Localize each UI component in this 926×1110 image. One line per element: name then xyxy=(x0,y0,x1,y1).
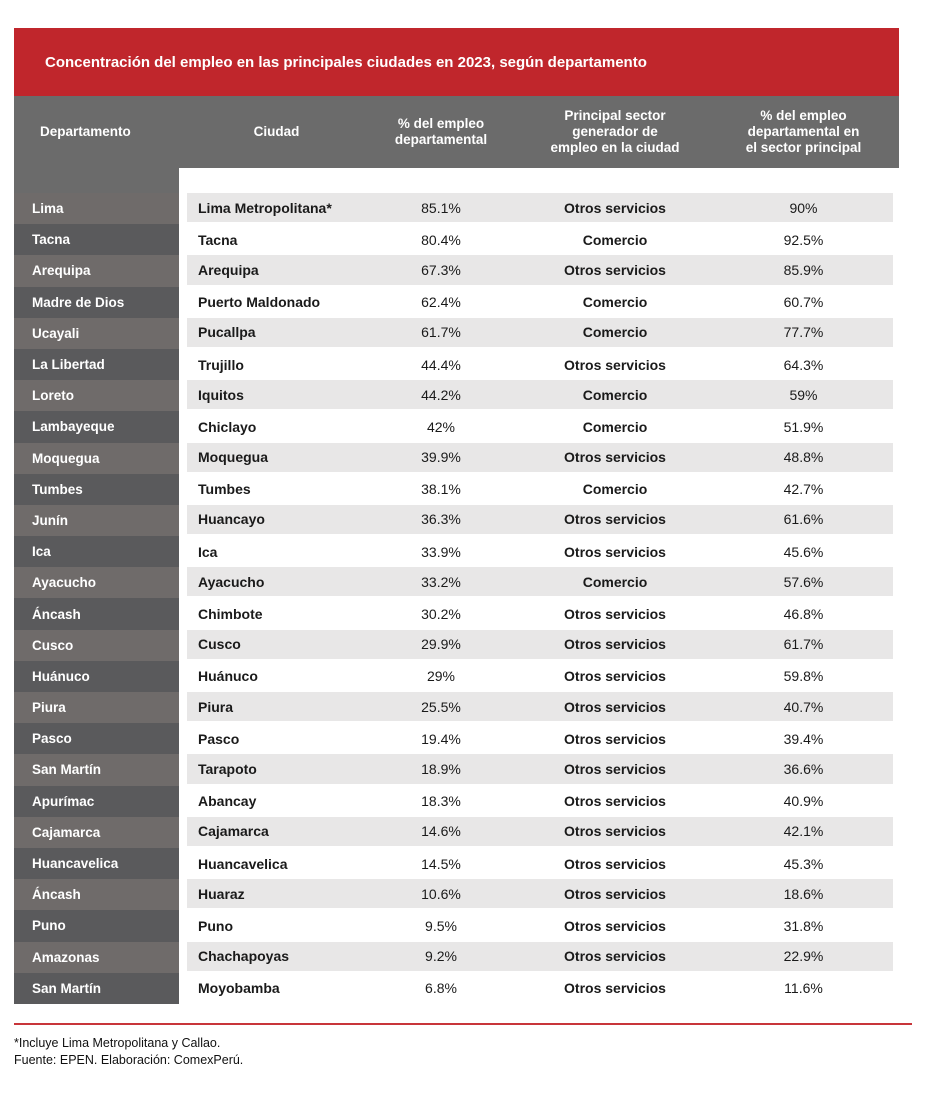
cell-sector: Otros servicios xyxy=(516,505,714,536)
row-edge xyxy=(893,910,899,941)
column-gap xyxy=(179,973,187,1004)
column-gap xyxy=(179,224,187,255)
cell-ciudad: Piura xyxy=(187,692,366,723)
cell-departamento: Huánuco xyxy=(14,661,179,692)
header-line: % del empleo xyxy=(760,108,847,123)
table-footer xyxy=(14,1023,899,1069)
cell-ciudad: Moyobamba xyxy=(198,980,280,997)
table-title-banner xyxy=(14,28,899,96)
table-rows xyxy=(14,193,899,1004)
cell-sector-pct: 45.3% xyxy=(783,855,824,872)
row-edge xyxy=(893,411,899,442)
row-edge xyxy=(893,942,899,973)
table-row xyxy=(14,910,899,941)
table-row xyxy=(14,474,899,505)
cell-sector-pct: 46.8% xyxy=(783,606,824,623)
cell-sector: Comercio xyxy=(582,231,648,248)
cell-sector: Comercio xyxy=(582,481,648,498)
cell-ciudad: Tarapoto xyxy=(187,754,366,785)
column-gap xyxy=(179,193,187,224)
table-row xyxy=(14,318,899,349)
cell-empleo-pct: 80.4% xyxy=(421,231,461,248)
table-row xyxy=(14,443,899,474)
cell-empleo-pct: 67.3% xyxy=(366,255,516,286)
row-edge xyxy=(893,474,899,505)
cell-sector-pct: 57.6% xyxy=(714,567,893,598)
row-edge xyxy=(893,536,899,567)
cell-sector-pct: 40.7% xyxy=(714,692,893,723)
table-row xyxy=(14,411,899,442)
cell-empleo-pct: 44.4% xyxy=(421,356,461,373)
table-row xyxy=(14,786,899,817)
column-gap xyxy=(179,380,187,411)
cell-empleo-pct: 18.9% xyxy=(366,754,516,785)
table-source: Fuente: EPEN. Elaboración: ComexPerú. xyxy=(14,1052,244,1067)
column-gap xyxy=(179,723,187,754)
cell-sector: Otros servicios xyxy=(564,543,666,560)
table-row xyxy=(14,567,899,598)
column-gap xyxy=(179,505,187,536)
cell-empleo-pct: 14.6% xyxy=(366,817,516,848)
table-row xyxy=(14,942,899,973)
column-gap xyxy=(179,287,187,318)
column-gap xyxy=(179,848,187,879)
cell-sector-pct: 22.9% xyxy=(714,942,893,973)
cell-ciudad: Tumbes xyxy=(198,481,251,498)
column-gap xyxy=(179,443,187,474)
cell-sector-pct: 45.6% xyxy=(783,543,824,560)
row-edge xyxy=(893,973,899,1004)
table-row xyxy=(14,349,899,380)
cell-empleo-pct: 33.9% xyxy=(421,543,461,560)
header-empleo-departamental xyxy=(366,96,516,168)
row-edge xyxy=(893,567,899,598)
cell-ciudad: Iquitos xyxy=(187,380,366,411)
departamento-header-extension xyxy=(14,168,179,193)
cell-empleo-pct: 25.5% xyxy=(366,692,516,723)
table-header-row xyxy=(14,96,899,168)
cell-empleo-pct: 6.8% xyxy=(425,980,457,997)
column-gap xyxy=(179,598,187,629)
row-edge xyxy=(893,692,899,723)
table-row xyxy=(14,723,899,754)
row-edge xyxy=(893,630,899,661)
header-line: generador de xyxy=(572,124,658,139)
cell-sector-pct: 11.6% xyxy=(784,980,823,997)
cell-sector: Otros servicios xyxy=(564,917,666,934)
cell-ciudad: Moquegua xyxy=(187,443,366,474)
cell-ciudad: Cusco xyxy=(187,630,366,661)
cell-empleo-pct: 38.1% xyxy=(421,481,461,498)
cell-empleo-pct: 62.4% xyxy=(421,294,461,311)
table-row xyxy=(14,255,899,286)
cell-departamento: Apurímac xyxy=(14,786,179,817)
cell-departamento: Ayacucho xyxy=(14,567,179,598)
cell-ciudad: Chimbote xyxy=(198,606,263,623)
employment-concentration-table xyxy=(14,28,899,1004)
cell-empleo-pct: 9.5% xyxy=(425,917,457,934)
table-row xyxy=(14,879,899,910)
column-gap xyxy=(179,318,187,349)
cell-departamento: Arequipa xyxy=(14,255,179,286)
cell-ciudad: Huánuco xyxy=(198,668,258,685)
cell-ciudad: Huancavelica xyxy=(198,855,288,872)
cell-departamento: San Martín xyxy=(14,973,179,1004)
cell-empleo-pct: 61.7% xyxy=(366,318,516,349)
cell-sector: Comercio xyxy=(582,418,648,435)
header-principal-sector xyxy=(516,96,714,168)
cell-sector-pct: 64.3% xyxy=(783,356,824,373)
cell-sector: Otros servicios xyxy=(564,668,666,685)
cell-sector: Otros servicios xyxy=(564,606,666,623)
table-row xyxy=(14,692,899,723)
cell-sector: Otros servicios xyxy=(516,692,714,723)
table-row xyxy=(14,661,899,692)
cell-empleo-pct: 39.9% xyxy=(366,443,516,474)
cell-sector-pct: 48.8% xyxy=(714,443,893,474)
cell-departamento: Áncash xyxy=(14,598,179,629)
cell-sector: Otros servicios xyxy=(516,630,714,661)
table-row xyxy=(14,380,899,411)
column-gap xyxy=(179,411,187,442)
cell-sector: Otros servicios xyxy=(564,793,666,810)
cell-departamento: Amazonas xyxy=(14,942,179,973)
cell-ciudad: Ica xyxy=(198,543,218,560)
header-ciudad xyxy=(187,96,366,168)
cell-sector: Otros servicios xyxy=(516,193,714,224)
divider-line xyxy=(14,1023,912,1025)
cell-departamento: Puno xyxy=(14,910,179,941)
cell-departamento: Loreto xyxy=(14,380,179,411)
cell-sector-pct: 40.9% xyxy=(783,793,824,810)
cell-empleo-pct: 14.5% xyxy=(421,855,461,872)
row-edge xyxy=(893,349,899,380)
cell-sector-pct: 77.7% xyxy=(714,318,893,349)
header-line: el sector principal xyxy=(745,140,862,155)
cell-sector: Otros servicios xyxy=(564,730,666,747)
column-gap xyxy=(179,255,187,286)
cell-sector-pct: 42.1% xyxy=(714,817,893,848)
cell-sector-pct: 39.4% xyxy=(783,730,824,747)
cell-ciudad: Abancay xyxy=(198,793,257,810)
table-row xyxy=(14,287,899,318)
header-gap xyxy=(179,96,187,168)
cell-sector: Otros servicios xyxy=(516,754,714,785)
column-gap xyxy=(179,661,187,692)
table-row xyxy=(14,848,899,879)
column-gap xyxy=(179,692,187,723)
cell-departamento: Piura xyxy=(14,692,179,723)
cell-empleo-pct: 85.1% xyxy=(366,193,516,224)
cell-sector: Otros servicios xyxy=(564,855,666,872)
header-line: departamental en xyxy=(747,124,860,139)
cell-sector: Otros servicios xyxy=(516,879,714,910)
table-footnote: *Incluye Lima Metropolitana y Callao. xyxy=(14,1035,221,1050)
row-edge xyxy=(893,723,899,754)
cell-empleo-pct: 42% xyxy=(426,418,456,435)
column-gap xyxy=(179,754,187,785)
column-gap xyxy=(179,910,187,941)
cell-empleo-pct: 29% xyxy=(426,668,456,685)
column-gap xyxy=(179,567,187,598)
cell-sector: Otros servicios xyxy=(516,942,714,973)
row-edge xyxy=(893,193,899,224)
table-row xyxy=(14,505,899,536)
cell-sector: Comercio xyxy=(582,294,648,311)
table-row xyxy=(14,754,899,785)
header-empleo-sector-principal xyxy=(714,96,893,168)
cell-ciudad: Pasco xyxy=(198,730,240,747)
cell-ciudad: Huancayo xyxy=(187,505,366,536)
cell-sector-pct: 90% xyxy=(714,193,893,224)
cell-empleo-pct: 44.2% xyxy=(366,380,516,411)
cell-empleo-pct: 10.6% xyxy=(366,879,516,910)
cell-ciudad: Huaraz xyxy=(187,879,366,910)
cell-departamento: Áncash xyxy=(14,879,179,910)
row-edge xyxy=(893,380,899,411)
cell-sector: Otros servicios xyxy=(564,356,666,373)
cell-sector: Otros servicios xyxy=(516,817,714,848)
cell-departamento: Cusco xyxy=(14,630,179,661)
row-edge xyxy=(893,443,899,474)
cell-ciudad: Ayacucho xyxy=(187,567,366,598)
cell-sector: Otros servicios xyxy=(516,443,714,474)
header-line: empleo en la ciudad xyxy=(550,140,680,155)
cell-ciudad: Chachapoyas xyxy=(187,942,366,973)
header-line: Ciudad xyxy=(253,124,300,139)
cell-sector-pct: 31.8% xyxy=(783,917,824,934)
cell-departamento: La Libertad xyxy=(14,349,179,380)
cell-empleo-pct: 19.4% xyxy=(421,730,461,747)
header-line: Principal sector xyxy=(564,108,666,123)
cell-sector-pct: 92.5% xyxy=(783,231,824,248)
header-line: departamental xyxy=(394,132,488,147)
table-row xyxy=(14,598,899,629)
row-edge xyxy=(893,754,899,785)
cell-sector: Comercio xyxy=(516,380,714,411)
header-line: Departamento xyxy=(40,124,131,139)
cell-sector-pct: 59.8% xyxy=(783,668,824,685)
column-gap xyxy=(179,817,187,848)
row-edge xyxy=(893,848,899,879)
table-row xyxy=(14,630,899,661)
table-title: Concentración del empleo en las principales ciudades en 2023, según departamento xyxy=(45,53,647,71)
cell-empleo-pct: 33.2% xyxy=(366,567,516,598)
cell-departamento: Lambayeque xyxy=(14,411,179,442)
row-edge xyxy=(893,661,899,692)
column-gap xyxy=(179,474,187,505)
cell-sector: Otros servicios xyxy=(516,255,714,286)
cell-empleo-pct: 29.9% xyxy=(366,630,516,661)
cell-sector-pct: 18.6% xyxy=(714,879,893,910)
cell-departamento: Cajamarca xyxy=(14,817,179,848)
cell-sector-pct: 51.9% xyxy=(783,418,824,435)
table-row xyxy=(14,536,899,567)
cell-sector-pct: 59% xyxy=(714,380,893,411)
cell-departamento: San Martín xyxy=(14,754,179,785)
cell-ciudad: Puerto Maldonado xyxy=(198,294,321,311)
cell-departamento: Ucayali xyxy=(14,318,179,349)
column-gap xyxy=(179,879,187,910)
header-edge xyxy=(893,96,899,168)
cell-sector: Comercio xyxy=(516,567,714,598)
column-gap xyxy=(179,942,187,973)
table-row xyxy=(14,193,899,224)
column-gap xyxy=(179,349,187,380)
cell-empleo-pct: 36.3% xyxy=(366,505,516,536)
cell-departamento: Madre de Dios xyxy=(14,287,179,318)
row-edge xyxy=(893,255,899,286)
cell-empleo-pct: 30.2% xyxy=(421,606,461,623)
cell-departamento: Ica xyxy=(14,536,179,567)
row-edge xyxy=(893,786,899,817)
cell-ciudad: Cajamarca xyxy=(187,817,366,848)
cell-sector-pct: 42.7% xyxy=(783,481,824,498)
cell-ciudad: Chiclayo xyxy=(198,418,257,435)
cell-ciudad: Trujillo xyxy=(198,356,244,373)
row-edge xyxy=(893,318,899,349)
cell-ciudad: Pucallpa xyxy=(187,318,366,349)
row-edge xyxy=(893,817,899,848)
table-row xyxy=(14,817,899,848)
cell-departamento: Lima xyxy=(14,193,179,224)
header-departamento xyxy=(14,96,179,168)
cell-departamento: Moquegua xyxy=(14,443,179,474)
cell-departamento: Huancavelica xyxy=(14,848,179,879)
cell-departamento: Tumbes xyxy=(14,474,179,505)
cell-sector: Otros servicios xyxy=(564,980,666,997)
cell-ciudad: Puno xyxy=(198,917,233,934)
cell-sector-pct: 61.6% xyxy=(714,505,893,536)
cell-departamento: Pasco xyxy=(14,723,179,754)
cell-empleo-pct: 18.3% xyxy=(421,793,461,810)
cell-ciudad: Tacna xyxy=(198,231,238,248)
cell-sector-pct: 60.7% xyxy=(783,294,824,311)
cell-empleo-pct: 9.2% xyxy=(366,942,516,973)
cell-departamento: Tacna xyxy=(14,224,179,255)
row-edge xyxy=(893,287,899,318)
cell-ciudad: Lima Metropolitana* xyxy=(187,193,366,224)
cell-sector-pct: 85.9% xyxy=(714,255,893,286)
cell-sector-pct: 61.7% xyxy=(714,630,893,661)
cell-departamento: Junín xyxy=(14,505,179,536)
row-edge xyxy=(893,505,899,536)
table-row xyxy=(14,973,899,1004)
cell-ciudad: Arequipa xyxy=(187,255,366,286)
table-row xyxy=(14,224,899,255)
cell-sector-pct: 36.6% xyxy=(714,754,893,785)
row-edge xyxy=(893,598,899,629)
row-edge xyxy=(893,224,899,255)
column-gap xyxy=(179,630,187,661)
row-edge xyxy=(893,879,899,910)
header-line: % del empleo xyxy=(397,116,485,131)
cell-sector: Comercio xyxy=(516,318,714,349)
column-gap xyxy=(179,786,187,817)
column-gap xyxy=(179,536,187,567)
